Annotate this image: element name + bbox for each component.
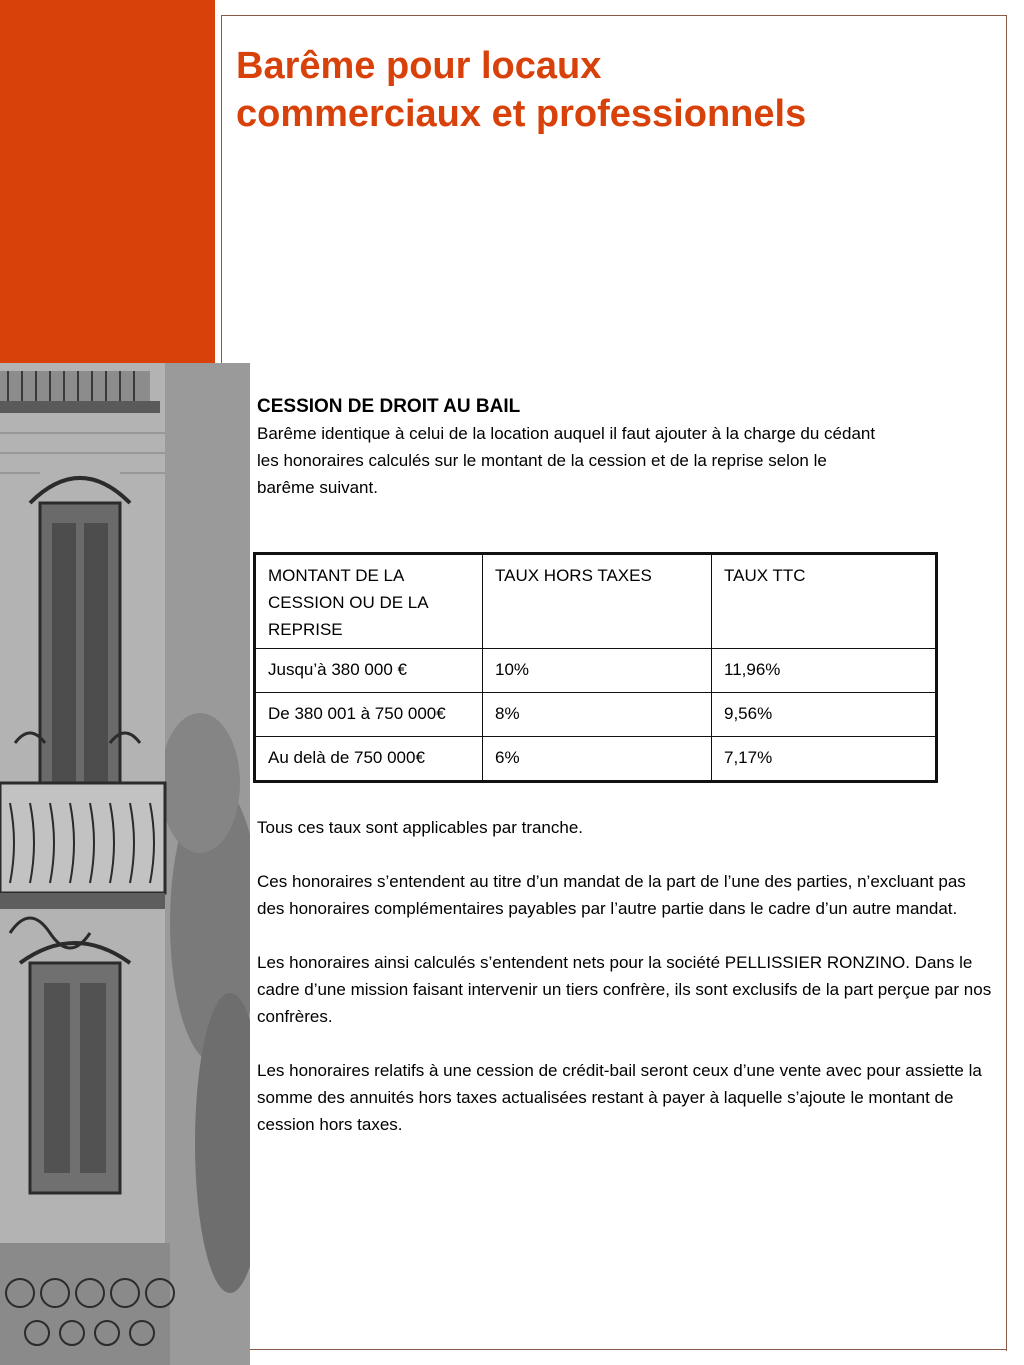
table-cell: De 380 001 à 750 000€ [255, 693, 483, 737]
table-cell: Au delà de 750 000€ [255, 737, 483, 782]
frame-line-top [221, 15, 1007, 16]
orange-accent-block [0, 0, 215, 363]
table-cell: 7,17% [712, 737, 937, 782]
table-row [255, 693, 937, 737]
frame-line-left [221, 15, 222, 363]
table-cell: 6% [483, 737, 712, 782]
table-cell: 11,96% [712, 649, 937, 693]
table-row [255, 737, 937, 782]
notes-section [257, 814, 992, 1165]
section-intro: Barême identique à celui de la location auquel il faut ajouter à la charge du cédant les honoraires calculés sur le montant de la cession et de la reprise selon le barême suivant. [257, 424, 876, 497]
section-heading: CESSION DE DROIT AU BAIL [257, 396, 521, 417]
note-paragraph: Tous ces taux sont applicables par tranche. [257, 818, 584, 837]
building-facade-illustration [0, 363, 250, 1365]
frame-line-bottom [249, 1349, 1007, 1350]
table-cell: 10% [483, 649, 712, 693]
table-header-cell: TAUX HORS TAXES [483, 554, 712, 649]
table-cell: Jusqu’à 380 000 € [255, 649, 483, 693]
table-row [255, 649, 937, 693]
main-content [257, 393, 987, 501]
table-header-cell: TAUX TTC [712, 554, 937, 649]
note-paragraph: Les honoraires ainsi calculés s’entendent nets pour la société PELLISSIER RONZINO. Dans le cadre d’une mission faisant intervenir un tiers confrère, ils sont exclusifs de la part perçue par nos confrères. [257, 953, 992, 1026]
frame-line-right [1006, 15, 1007, 1351]
table-cell: 9,56% [712, 693, 937, 737]
table-cell: 8% [483, 693, 712, 737]
table-header-row [255, 554, 937, 649]
note-paragraph: Ces honoraires s’entendent au titre d’un mandat de la part de l’une des parties, n’excluant pas des honoraires complémentaires payables par l’autre partie dans le cadre d’un autre mandat. [257, 872, 966, 918]
page-title: Barême pour locaux commerciaux et professionnels [236, 45, 807, 135]
fee-table [253, 552, 938, 783]
table-header-cell: MONTANT DE LA CESSION OU DE LA REPRISE [255, 554, 483, 649]
note-paragraph: Les honoraires relatifs à une cession de crédit-bail seront ceux d’une vente avec pour assiette la somme des annuités hors taxes actualisées restant à payer à laquelle s’ajoute le montant de cession hors taxes. [257, 1061, 982, 1134]
